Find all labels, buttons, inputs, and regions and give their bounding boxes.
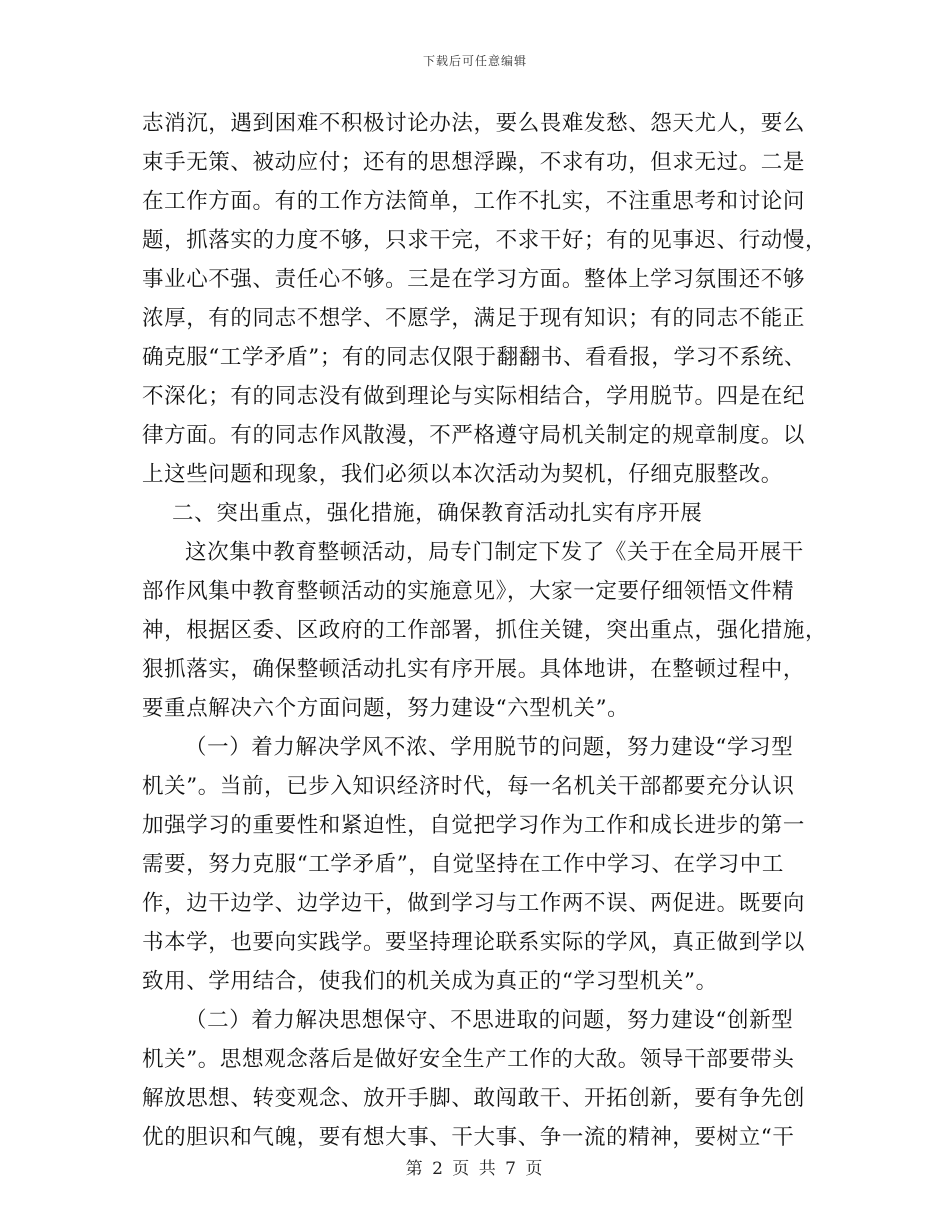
text-line: 致用、学用结合，使我们的机关成为真正的“学习型机关”。 — [142, 969, 718, 994]
text-line: 确克服“工学矛盾”；有的同志仅限于翻翻书、看看报，学习不系统、 — [142, 345, 807, 370]
text-line: 浓厚，有的同志不想学、不愿学，满足于现有知识；有的同志不能正 — [142, 306, 806, 331]
section-heading: 二、突出重点，强化措施，确保教育活动扎实有序开展 — [172, 501, 703, 526]
text-line: 作，边干边学、边学边干，做到学习与工作两不误、两促进。既要向 — [142, 891, 806, 916]
text-line: 在工作方面。有的工作方法简单，工作不扎实，不注重思考和讨论问 — [142, 189, 806, 214]
text-line: 志消沉，遇到困难不积极讨论办法，要么畏难发愁、怨天尤人，要么 — [142, 111, 806, 136]
text-line: 优的胆识和气魄，要有想大事、干大事、争一流的精神，要树立“干 — [142, 1125, 795, 1150]
text-line: 这次集中教育整顿活动，局专门制定下发了《关于在全局开展干 — [185, 540, 804, 565]
text-line: 需要，努力克服“工学矛盾”，自觉坚持在工作中学习、在学习中工 — [142, 852, 784, 877]
subsection-start: （二）着力解决思想保守、不思进取的问题，努力建设“创新型 — [185, 1008, 794, 1033]
text-line: 不深化；有的同志没有做到理论与实际相结合，学用脱节。四是在纪 — [142, 384, 806, 409]
text-line: 事业心不强、责任心不够。三是在学习方面。整体上学习氛围还不够 — [142, 267, 806, 292]
text-line: 要重点解决六个方面问题，努力建设“六型机关”。 — [142, 696, 630, 721]
text-line: 束手无策、被动应付；还有的思想浮躁，不求有功，但求无过。二是 — [142, 150, 806, 175]
text-line: 上这些问题和现象，我们必须以本次活动为契机，仔细克服整改。 — [142, 462, 783, 487]
text-line: 加强学习的重要性和紧迫性，自觉把学习作为工作和成长进步的第一 — [142, 813, 806, 838]
page-footer: 第 2 页 共 7 页 — [405, 1159, 545, 1179]
text-line: 神，根据区委、区政府的工作部署，抓住关键，突出重点，强化措施， — [142, 618, 828, 643]
body-text — [142, 104, 828, 1157]
page-header: 下载后可任意编辑 — [422, 54, 527, 68]
text-line: 律方面。有的同志作风散漫，不严格遵守局机关制定的规章制度。以 — [142, 423, 806, 448]
text-line: 狠抓落实，确保整顿活动扎实有序开展。具体地讲，在整顿过程中， — [142, 657, 806, 682]
subsection-start: （一）着力解决学风不浓、学用脱节的问题，努力建设“学习型 — [185, 735, 794, 760]
text-line: 机关”。当前，已步入知识经济时代，每一名机关干部都要充分认识 — [142, 774, 795, 799]
text-line: 部作风集中教育整顿活动的实施意见》，大家一定要仔细领悟文件精 — [142, 579, 795, 604]
text-line: 解放思想、转变观念、放开手脚、敢闯敢干、开拓创新，要有争先创 — [142, 1086, 806, 1111]
text-line: 机关”。思想观念落后是做好安全生产工作的大敌。领导干部要带头 — [142, 1047, 795, 1072]
text-line: 题，抓落实的力度不够，只求干完，不求干好；有的见事迟、行动慢， — [142, 228, 828, 253]
text-line: 书本学，也要向实践学。要坚持理论联系实际的学风，真正做到学以 — [142, 930, 806, 955]
